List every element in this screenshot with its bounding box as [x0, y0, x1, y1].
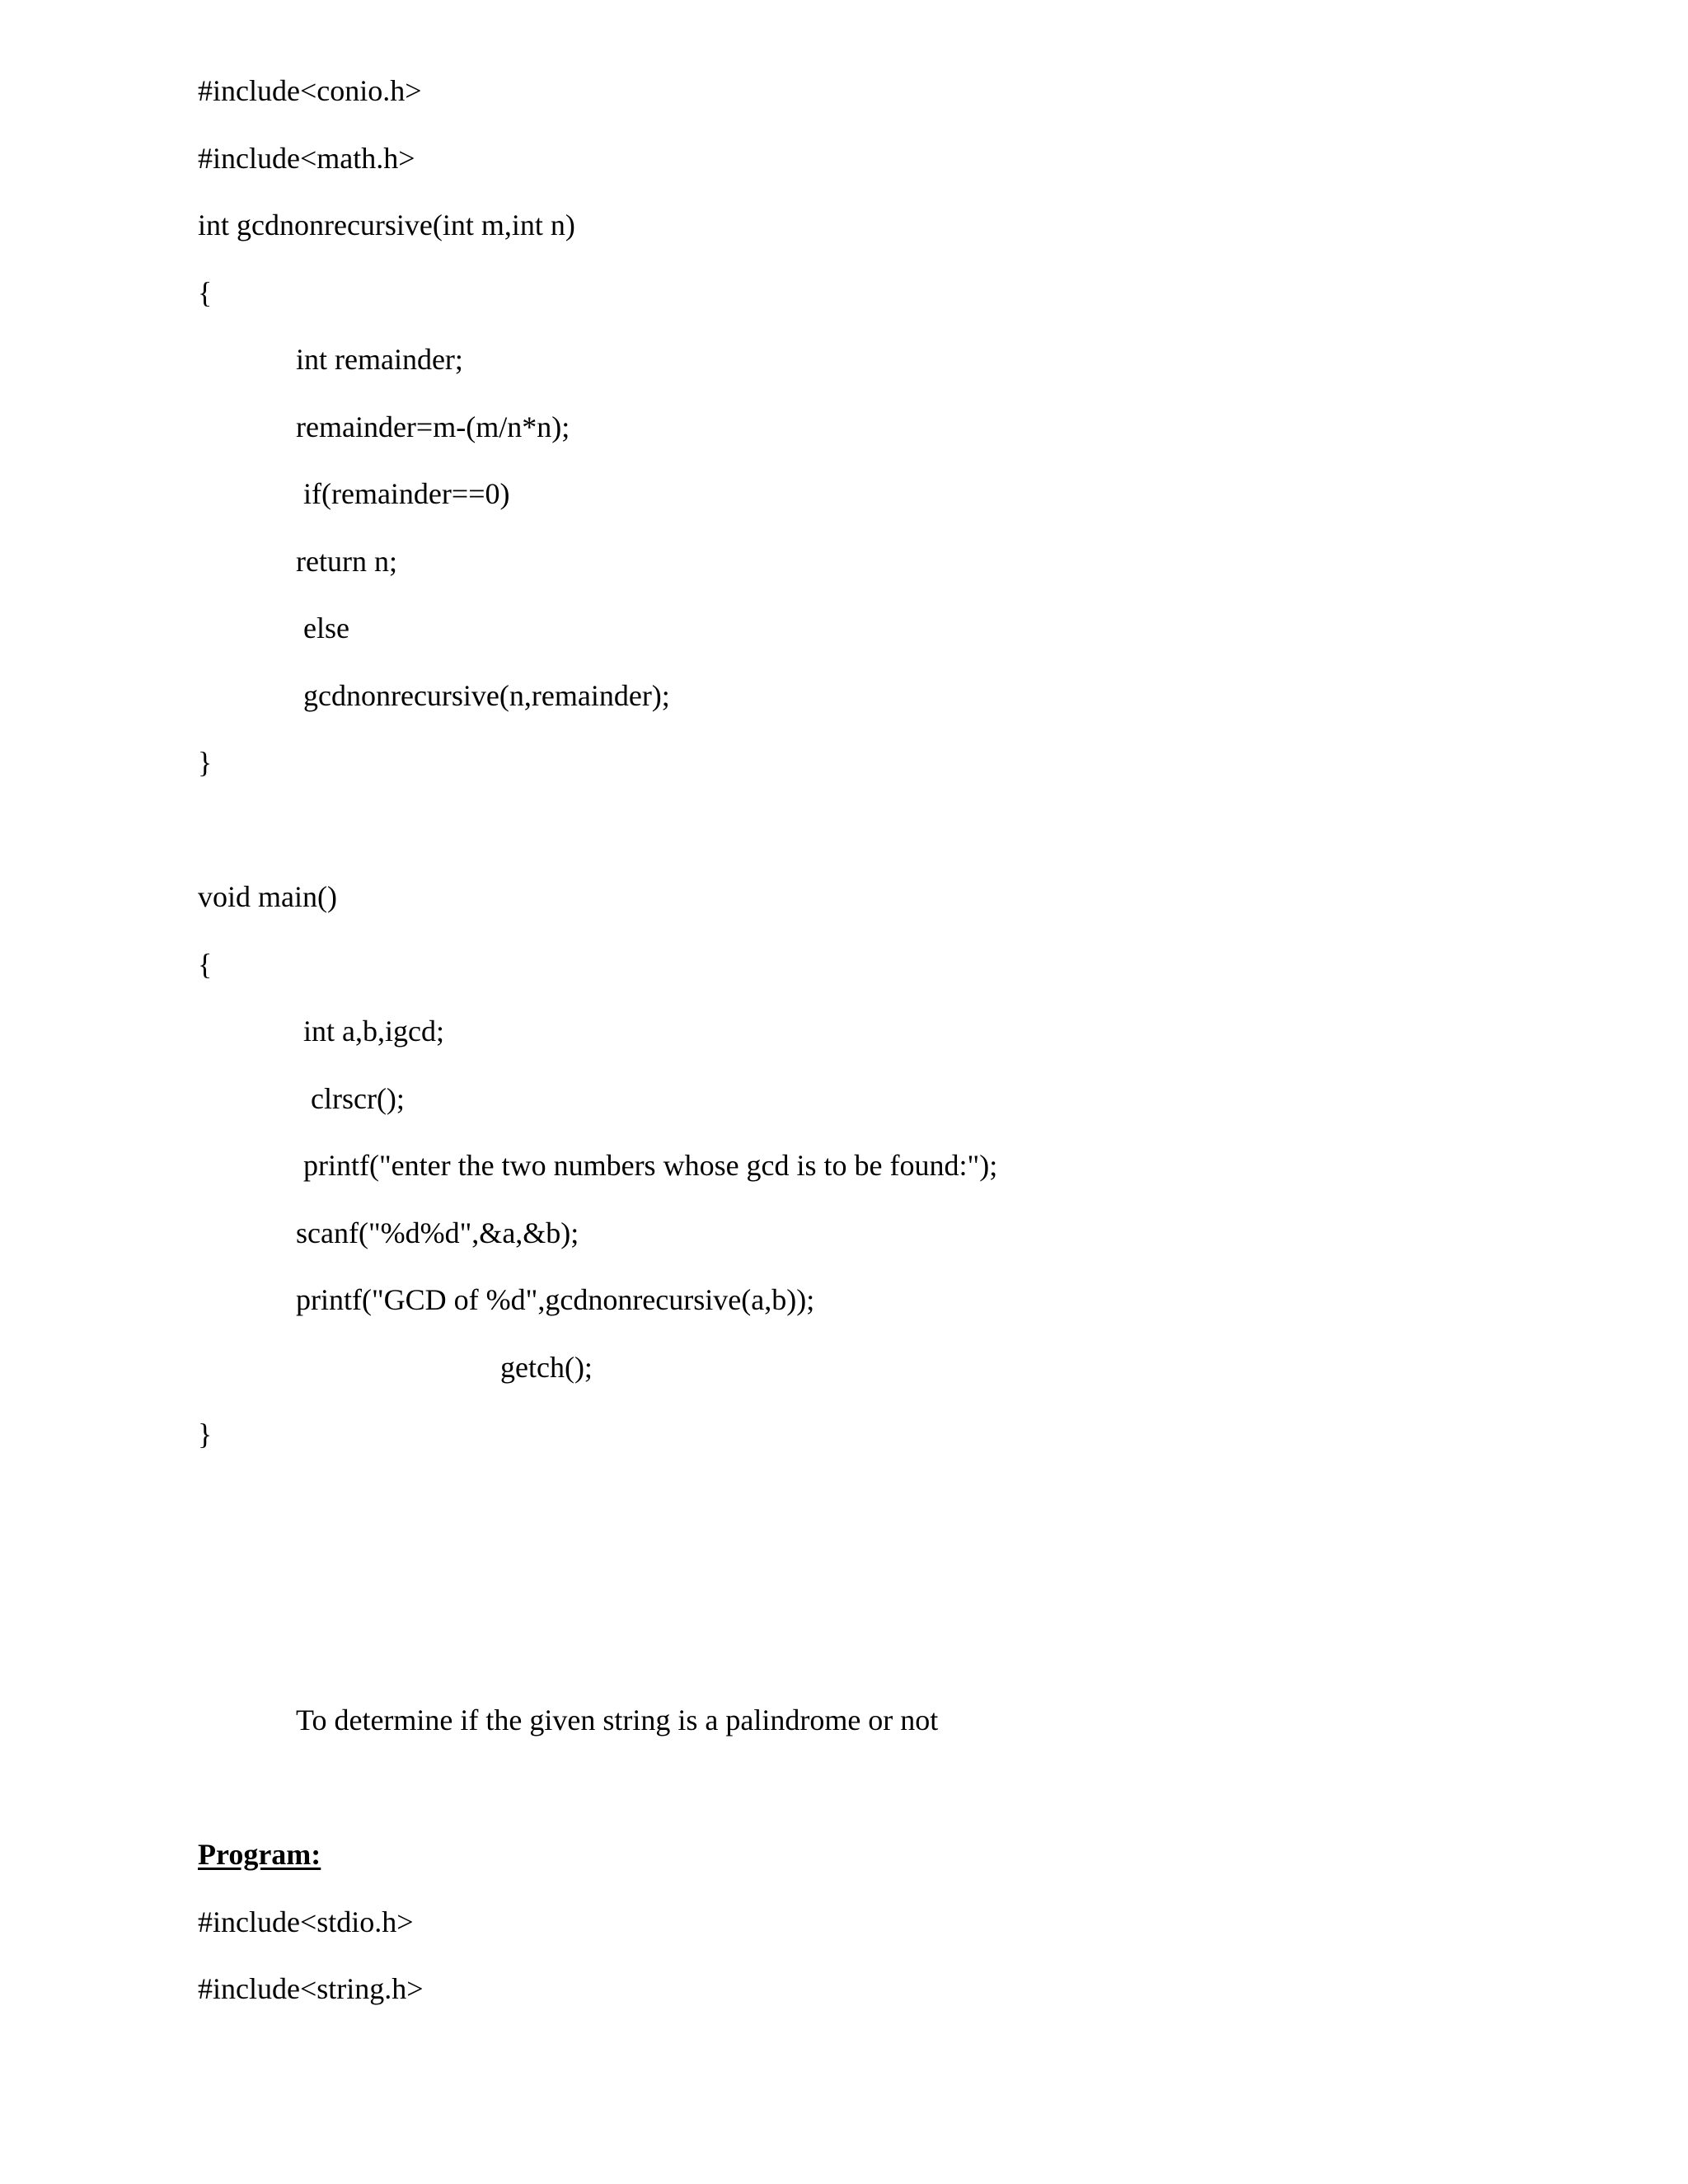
code-line-return: return n;	[296, 545, 397, 578]
code-line-clrscr: clrscr();	[311, 1082, 405, 1115]
code-line-declare-remainder: int remainder;	[296, 343, 463, 376]
code-line-scanf: scanf("%d%d",&a,&b);	[296, 1216, 579, 1249]
code-line-main-open-brace: {	[198, 948, 213, 981]
code-line-main-close-brace: }	[198, 1418, 213, 1451]
code-line-include-string: #include<string.h>	[198, 1972, 424, 2005]
code-line-main-signature: void main()	[198, 880, 337, 913]
program-heading: Program:	[198, 1838, 321, 1871]
code-line-if-condition: if(remainder==0)	[303, 477, 510, 510]
code-line-getch: getch();	[500, 1351, 593, 1384]
code-line-close-brace: }	[198, 746, 213, 779]
section-title: To determine if the given string is a palindrome or not	[296, 1704, 939, 1736]
code-line-compute-remainder: remainder=m-(m/n*n);	[296, 410, 570, 443]
code-line-include-conio: #include<conio.h>	[198, 74, 422, 107]
code-line-open-brace: {	[198, 276, 213, 309]
code-line-declare-vars: int a,b,igcd;	[303, 1015, 444, 1047]
code-line-else: else	[303, 612, 349, 644]
code-line-include-math: #include<math.h>	[198, 142, 415, 175]
code-line-function-signature: int gcdnonrecursive(int m,int n)	[198, 209, 575, 241]
code-line-printf-prompt: printf("enter the two numbers whose gcd is to be found:");	[303, 1149, 998, 1182]
code-line-include-stdio: #include<stdio.h>	[198, 1905, 414, 1938]
code-line-printf-result: printf("GCD of %d",gcdnonrecursive(a,b));	[296, 1283, 815, 1316]
code-line-recursive-call: gcdnonrecursive(n,remainder);	[303, 679, 670, 712]
